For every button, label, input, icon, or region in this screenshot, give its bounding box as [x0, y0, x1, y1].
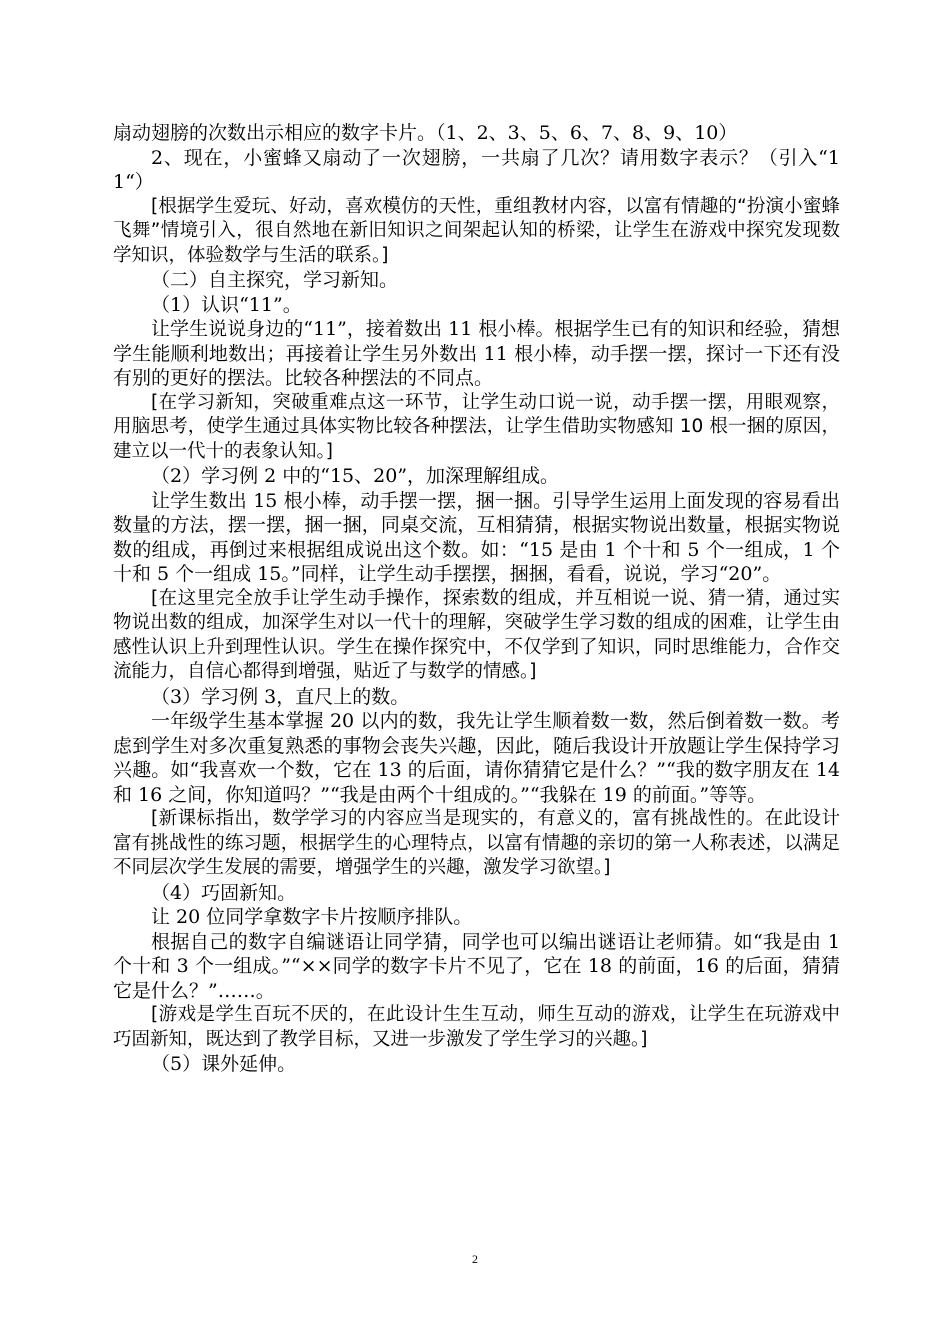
body-paragraph: 让 20 位同学拿数字卡片按顺序排队。	[151, 906, 473, 928]
body-paragraph: （4）巧固新知。	[151, 881, 297, 904]
body-paragraph: 一年级学生基本掌握 20 以内的数，我先让学生顺着数一数，然后倒着数一数。考虑到学生对多次重复熟悉的事物会丧失兴趣，因此，随后我设计开放题让学生保持学习兴趣。如“我喜欢一个数，它在 13 的后面，请你猜猜它是什么？”“我的数字朋友在 14 和 16 之间，你知道吗？”“我是由两个十组成的。”“我躲在 19 的前面。”等等。	[113, 710, 840, 806]
body-paragraph: 让学生数出 15 根小棒，动手摆一摆，捆一捆。引导学生运用上面发现的容易看出数量的方法，摆一摆，捆一捆，同桌交流，互相猜猜，根据实物说出数量，根据实物说数的组成，再倒过来根据组成说出这个数。如：“15 是由 1 个十和 5 个一组成，1 个十和 5 个一组成 15。”同样，让学生动手摆摆，捆捆，看看，说说，学习“20”。	[113, 489, 840, 585]
annotation-paragraph: [新课标指出，数学学习的内容应当是现实的，有意义的，富有挑战性的。在此设计富有挑战性的练习题，根据学生的心理特点，以富有情趣的亲切的第一人称表述，以满足不同层次学生发展的需要，增强学生的兴趣，激发学习欲望。]	[113, 808, 840, 878]
body-paragraph: （二）自主探究，学习新知。	[151, 269, 399, 291]
annotation-paragraph: [在这里完全放手让学生动手操作，探索数的组成，并互相说一说、猜一猜，通过实物说出数的组成，加深学生对以一代十的理解，突破学生学习数的组成的困难，让学生由感性认识上升到理性认识。学生在操作探究中，不仅学到了知识，同时思维能力，合作交流能力，自信心都得到增强，贴近了与数学的情感。]	[113, 587, 840, 682]
body-paragraph: 根据自己的数字自编谜语让同学猜，同学也可以编出谜语让老师猜。如“我是由 1 个十和 3 个一组成。”“××同学的数字卡片不见了，它在 18 的前面，16 的后面，猜猜它是什么？”……。	[113, 930, 840, 1002]
page-number: 2	[472, 1252, 478, 1266]
body-paragraph: （5）课外延伸。	[151, 1053, 297, 1075]
body-paragraph: （3）学习例 3，直尺上的数。	[151, 685, 410, 708]
body-paragraph: 扇动翅膀的次数出示相应的数字卡片。（1、2、3、5、6、7、8、9、10）	[113, 122, 738, 144]
body-paragraph: 让学生说说身边的“11”，接着数出 11 根小棒。根据学生已有的知识和经验，猜想学生能顺利地数出；再接着让学生另外数出 11 根小棒，动手摆一摆，探讨一下还有没有别的更好的摆法。比较各种摆法的不同点。	[113, 318, 840, 389]
annotation-paragraph: [根据学生爱玩、好动，喜欢模仿的天性，重组教材内容，以富有情趣的“扮演小蜜蜂飞舞”情境引入，很自然地在新旧知识之间架起认知的桥梁，让学生在游戏中探究发现数学知识，体验数学与生活的联系。]	[113, 195, 840, 266]
body-paragraph: 2、现在，小蜜蜂又扇动了一次翅膀，一共扇了几次？请用数字表示？（引入“11“）	[113, 146, 840, 193]
annotation-paragraph: [游戏是学生百玩不厌的，在此设计生生互动，师生互动的游戏，让学生在玩游戏中巧固新知，既达到了教学目标，又进一步激发了学生学习的兴趣。]	[113, 1004, 840, 1050]
annotation-paragraph: [在学习新知，突破重难点这一环节，让学生动口说一说，动手摆一摆，用眼观察，用脑思考，使学生通过具体实物比较各种摆法，让学生借助实物感知 10 根一捆的原因， 建立以一代十的表象认知。]	[113, 391, 840, 462]
body-paragraph: （1）认识“11”。	[151, 293, 302, 316]
page-body	[113, 121, 840, 1077]
body-paragraph: （2）学习例 2 中的“15、20”，加深理解组成。	[151, 465, 560, 487]
